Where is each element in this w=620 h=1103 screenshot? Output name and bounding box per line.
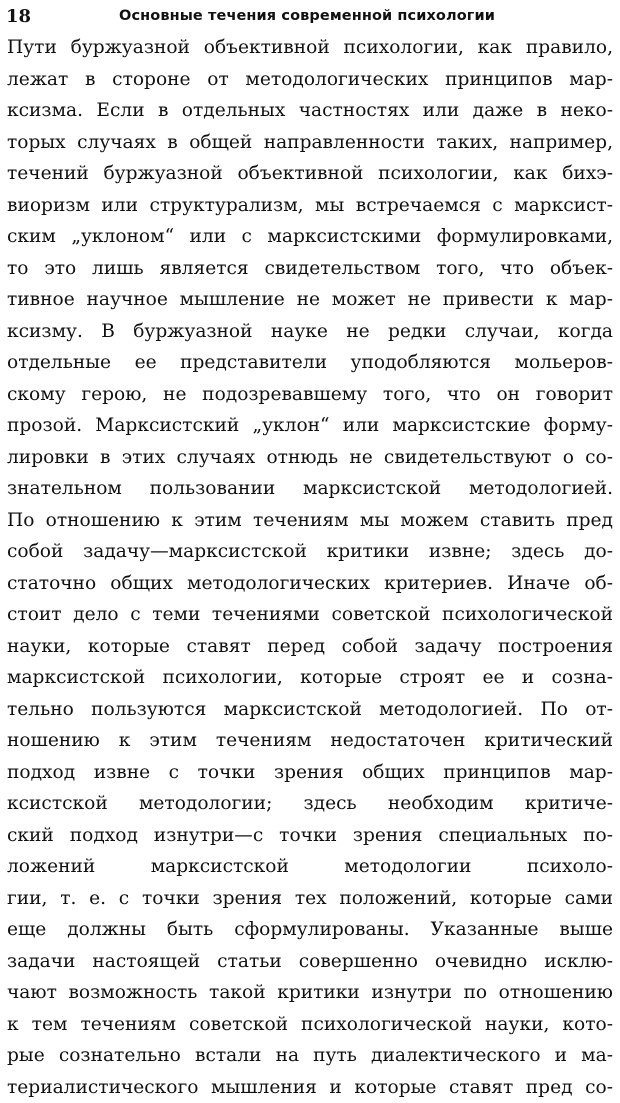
text-line: чают возможность такой критики изнутри по отношению bbox=[7, 977, 613, 1009]
text-line: ксизму. В буржуазной науке не редки случаи, когда bbox=[7, 316, 613, 348]
text-line: териалистического мышления и которые ставят пред со- bbox=[7, 1072, 613, 1103]
text-line: виоризм или структурализм, мы встречаемся с марксист- bbox=[7, 190, 613, 222]
text-line: тельно пользуются марксистской методологией. По от- bbox=[7, 694, 613, 726]
text-line: гии, т. е. с точки зрения тех положений, которые сами bbox=[7, 883, 613, 915]
text-line: лежат в стороне от методологических принципов мар- bbox=[7, 64, 613, 96]
text-line: скому герою, не подозревавшему того, что он говорит bbox=[7, 379, 613, 411]
text-line: к тем течениям советской психологической науки, кото- bbox=[7, 1009, 613, 1041]
text-line: марксистской психологии, которые строят ее и созна- bbox=[7, 662, 613, 694]
text-line: ский подход изнутри—с точки зрения специальных по- bbox=[7, 820, 613, 852]
text-line: течений буржуазной объективной психологии, как бихэ- bbox=[7, 158, 613, 190]
page-number: 18 bbox=[6, 6, 40, 27]
text-line: По отношению к этим течениям мы можем ставить пред bbox=[7, 505, 613, 537]
text-line: торых случаях в общей направленности таких, например, bbox=[7, 127, 613, 159]
text-line: задачи настоящей статьи совершенно очевидно исклю- bbox=[7, 946, 613, 978]
text-line: ским „уклоном“ или с марксистскими формулировками, bbox=[7, 221, 613, 253]
text-line: статочно общих методологических критериев. Иначе об- bbox=[7, 568, 613, 600]
page-header bbox=[6, 4, 614, 28]
text-line: еще должны быть сформулированы. Указанные выше bbox=[7, 914, 613, 946]
text-line: то это лишь является свидетельством того, что объек- bbox=[7, 253, 613, 285]
text-line: ношению к этим течениям недостаточен критический bbox=[7, 725, 613, 757]
text-line: тивное научное мышление не может не привести к мар- bbox=[7, 284, 613, 316]
text-line: ложений марксистской методологии психоло- bbox=[7, 851, 613, 883]
text-line: отдельные ее представители уподобляются мольеров- bbox=[7, 347, 613, 379]
text-line: стоит дело с теми течениями советской психологической bbox=[7, 599, 613, 631]
text-line: ксистской методологии; здесь необходим критиче- bbox=[7, 788, 613, 820]
text-line: подход извне с точки зрения общих принципов мар- bbox=[7, 757, 613, 789]
text-line: Пути буржуазной объективной психологии, как правило, bbox=[7, 32, 613, 64]
text-line: рые сознательно встали на путь диалектического и ма- bbox=[7, 1040, 613, 1072]
text-line: прозой. Марксистский „уклон“ или марксистские форму- bbox=[7, 410, 613, 442]
running-title: Основные течения современной психологии bbox=[40, 8, 614, 24]
body-text bbox=[7, 32, 613, 1103]
text-line: лировки в этих случаях отнюдь не свидетельствуют о со- bbox=[7, 442, 613, 474]
text-line: знательном пользовании марксистской методологией. bbox=[7, 473, 613, 505]
text-line: науки, которые ставят перед собой задачу построения bbox=[7, 631, 613, 663]
text-line: собой задачу—марксистской критики извне; здесь до- bbox=[7, 536, 613, 568]
text-line: ксизма. Если в отдельных частностях или даже в неко- bbox=[7, 95, 613, 127]
